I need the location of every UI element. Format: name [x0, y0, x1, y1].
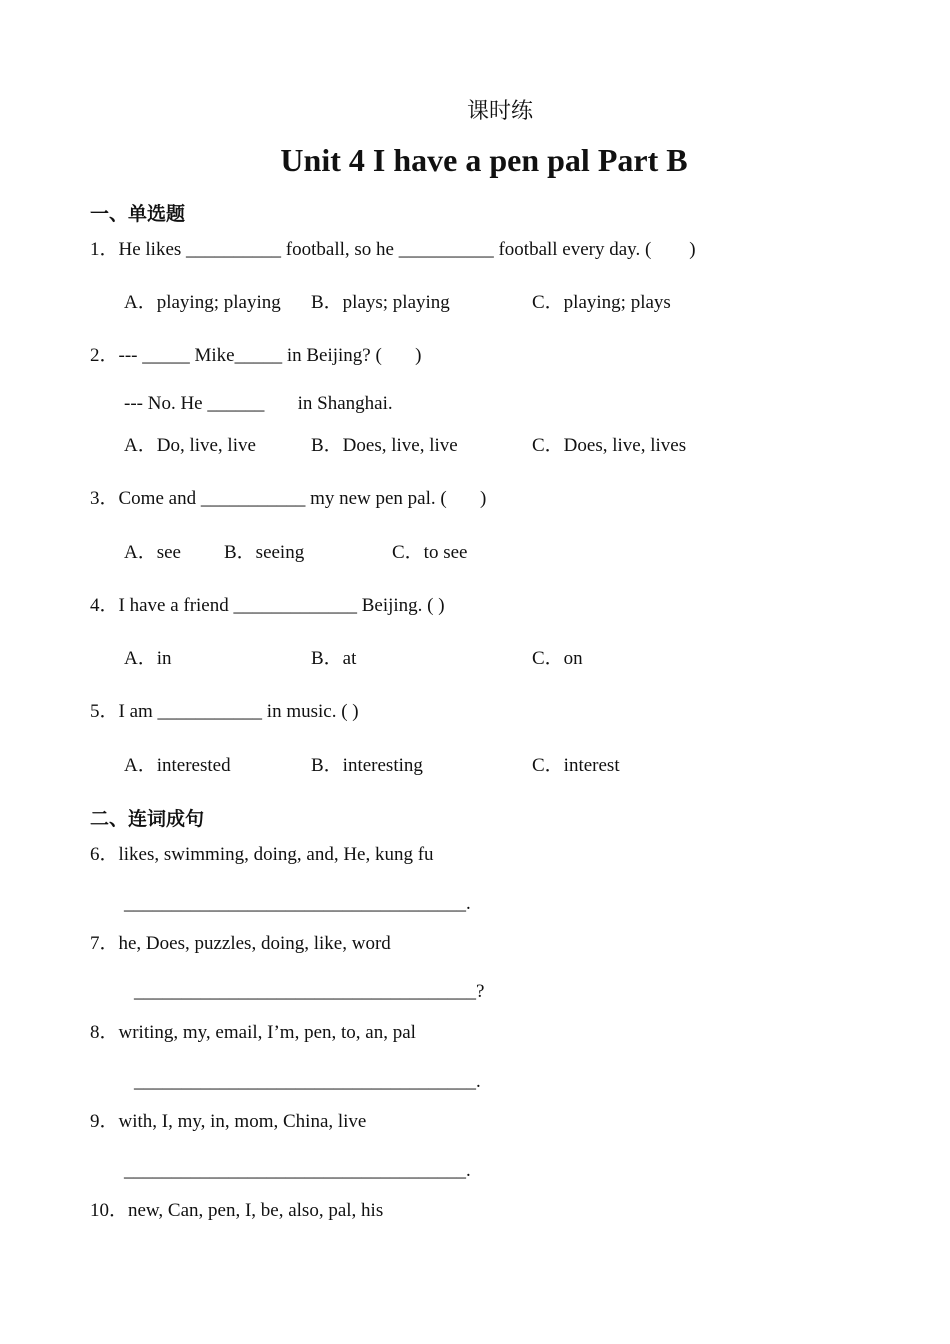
page-title: Unit 4 I have a pen pal Part B [280, 142, 688, 178]
question-6-answer-line[interactable]: ____________________________________. [124, 893, 471, 914]
question-2-response-line: --- No. He ______ in Shanghai. [124, 393, 393, 414]
question-5-option-a[interactable]: A．interested [124, 755, 231, 776]
question-5-option-c[interactable]: C．interest [532, 755, 620, 776]
question-1-stem: 1．He likes __________ football, so he __________ football every day. ( ) [90, 239, 696, 260]
question-4-option-a[interactable]: A．in [124, 648, 172, 669]
question-9-answer-line[interactable]: ____________________________________. [124, 1160, 471, 1181]
question-5-stem: 5．I am ___________ in music. ( ) [90, 701, 359, 722]
question-2-option-c[interactable]: C．Does, live, lives [532, 435, 687, 456]
question-3-option-b[interactable]: B．seeing [224, 542, 305, 563]
question-4-option-b[interactable]: B．at [311, 648, 357, 669]
section-heading-sentence-building: 二、连词成句 [90, 808, 205, 830]
question-1-option-a[interactable]: A．playing; playing [124, 292, 281, 313]
question-6-words: 6．likes, swimming, doing, and, He, kung fu [90, 844, 434, 865]
question-8-answer-line[interactable]: ____________________________________. [134, 1071, 481, 1092]
question-5-option-b[interactable]: B．interesting [311, 755, 423, 776]
page-subtitle: 课时练 [466, 99, 533, 124]
question-2-stem: 2．--- _____ Mike_____ in Beijing? ( ) [90, 345, 422, 366]
question-2-option-a[interactable]: A．Do, live, live [124, 435, 256, 456]
question-3-option-c[interactable]: C．to see [392, 542, 468, 563]
section-heading-multiple-choice: 一、单选题 [90, 203, 186, 225]
question-1-option-c[interactable]: C．playing; plays [532, 292, 671, 313]
question-10-words: 10．new, Can, pen, I, be, also, pal, his [90, 1200, 384, 1221]
question-2-option-b[interactable]: B．Does, live, live [311, 435, 458, 456]
question-8-words: 8．writing, my, email, I’m, pen, to, an, pal [90, 1022, 416, 1043]
question-3-stem: 3．Come and ___________ my new pen pal. ( ) [90, 488, 487, 509]
question-1-option-b[interactable]: B．plays; playing [311, 292, 450, 313]
question-9-words: 9．with, I, my, in, mom, China, live [90, 1111, 367, 1132]
question-4-stem: 4．I have a friend _____________ Beijing. ( ) [90, 595, 445, 616]
question-3-option-a[interactable]: A．see [124, 542, 181, 563]
question-7-words: 7．he, Does, puzzles, doing, like, word [90, 933, 391, 954]
question-4-option-c[interactable]: C．on [532, 648, 583, 669]
question-7-answer-line[interactable]: ____________________________________? [134, 981, 485, 1002]
